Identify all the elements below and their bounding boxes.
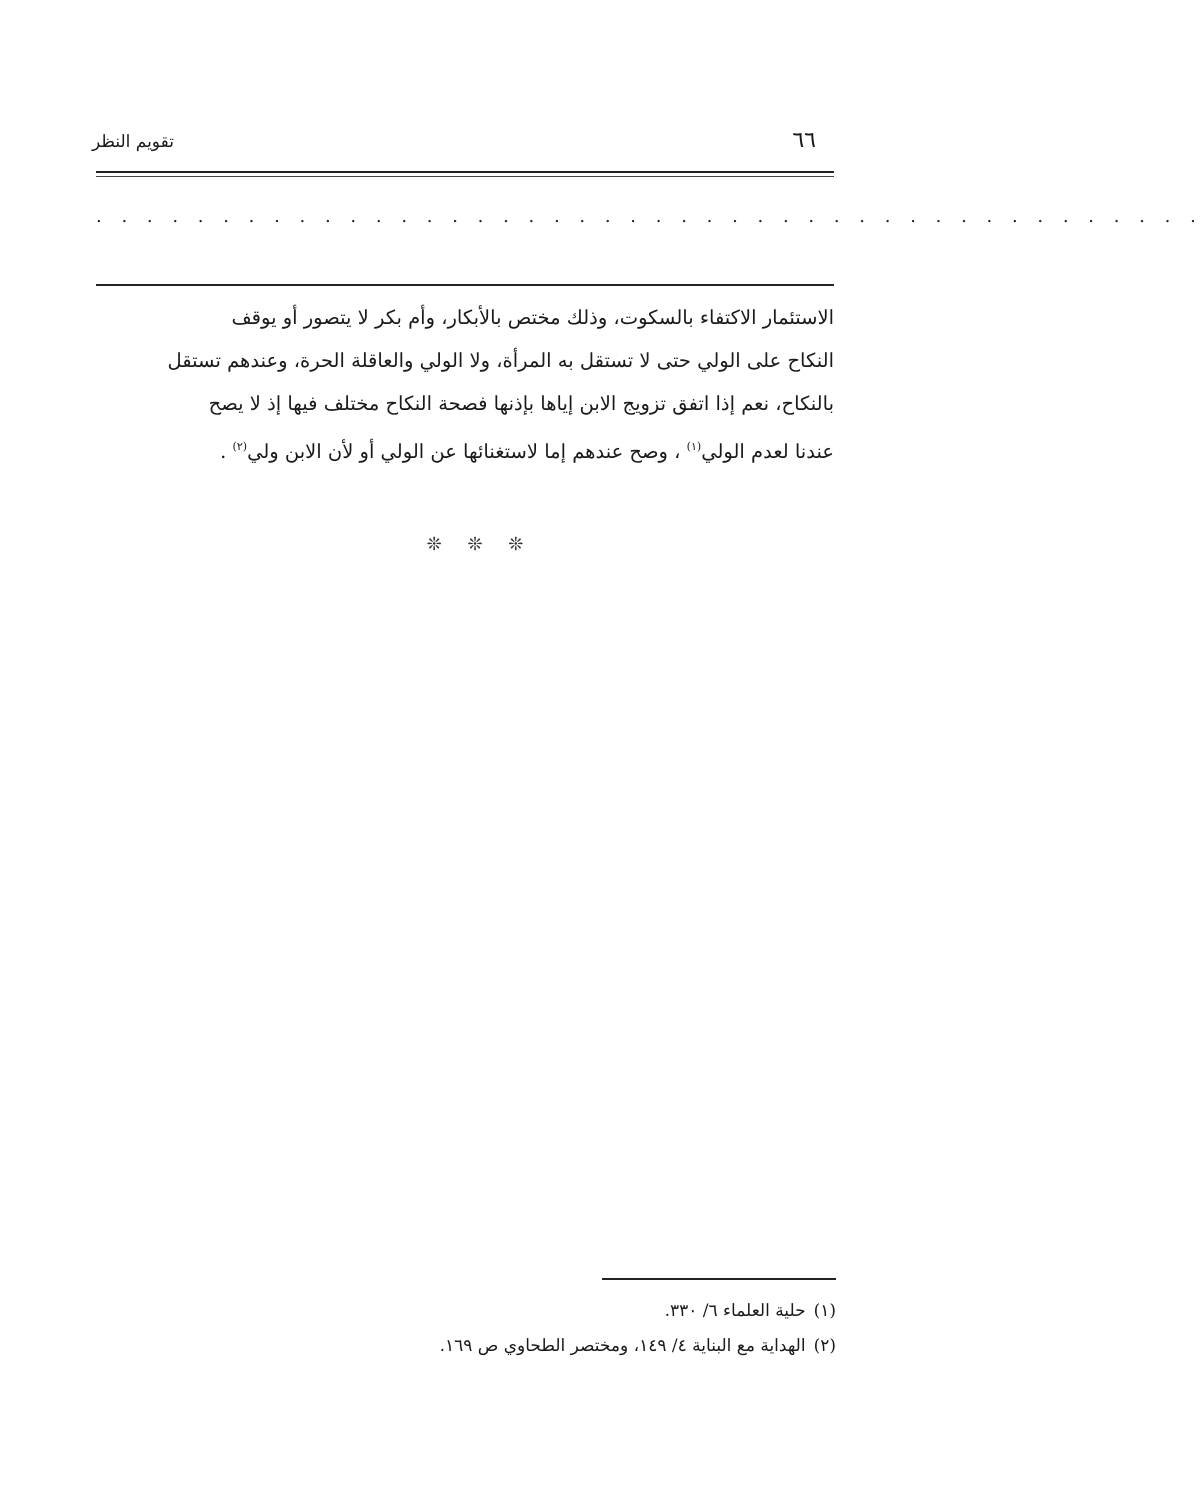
footnote-2-number: (٢) [813, 1336, 836, 1356]
running-title: تقويم النظر [92, 132, 174, 152]
body-line-3: بالنكاح، نعم إذا اتفق تزويج الابن إياها بإذنها فصحة النكاح مختلف فيها إذ لا يصح [208, 392, 834, 415]
body-line-4-part-a: عندنا لعدم الولي [701, 440, 834, 463]
footnote-rule [602, 1278, 836, 1280]
header-rule-thin [96, 176, 834, 177]
page-number: ٦٦ [792, 128, 816, 153]
footnote-ref-1: (١) [686, 440, 702, 453]
body-line-1: الاستئمار الاكتفاء بالسكوت، وذلك مختص بالأبكار، وأم بكر لا يتصور أو يوقف [231, 306, 834, 329]
body-text [96, 296, 834, 473]
footnote-2 [300, 1329, 836, 1364]
footnote-1 [300, 1294, 836, 1329]
header-rule-thick [96, 171, 834, 173]
body-top-rule [96, 284, 834, 286]
footnote-1-text: حلية العلماء ٦/ ٣٣٠. [664, 1301, 806, 1321]
footnote-2-text: الهداية مع البناية ٤/ ١٤٩، ومختصر الطحاوي ص ١٦٩. [439, 1336, 806, 1356]
body-line-2: النكاح على الولي حتى لا تستقل به المرأة، ولا الولي والعاقلة الحرة، وعندهم تستقل [167, 349, 834, 372]
body-line-4-part-c: . [220, 440, 233, 463]
section-separator: ❊ ❊ ❊ [426, 534, 534, 555]
footnote-ref-2: (٢) [232, 440, 248, 453]
elision-dots: . . . . . . . . . . . . . . . . . . . . . . . . . . . . . . . . . . . . . . . . . . . . [96, 206, 1203, 227]
footnotes [300, 1294, 836, 1364]
body-line-4 [96, 425, 834, 473]
body-line-4-part-b: ، وصح عندهم إما لاستغنائها عن الولي أو لأن الابن ولي [247, 440, 687, 463]
footnote-1-number: (١) [813, 1301, 836, 1321]
